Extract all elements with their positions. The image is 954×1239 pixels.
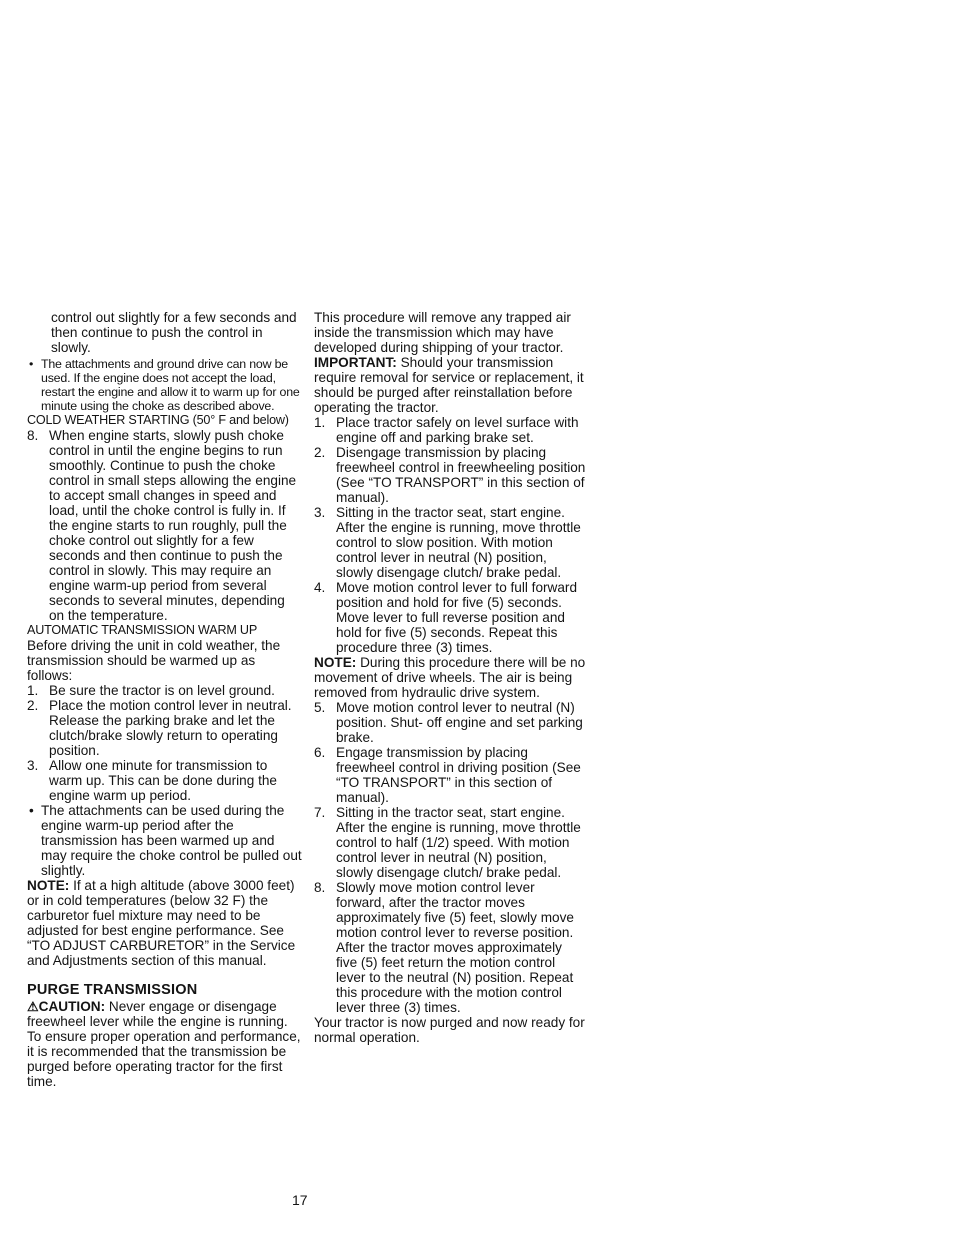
step-text: Allow one minute for transmission to warm up. This can be done during the engine warm up period.: [49, 758, 277, 803]
warm-up-bullet: [27, 803, 302, 878]
attachments-bullet-text: The attachments and ground drive can now be used. If the engine does not accept the load, restart the engine and allow it to warm up for one minute using the choke as described above.: [41, 357, 300, 413]
step-text: Place tractor safely on level surface with engine off and parking brake set.: [336, 415, 579, 445]
step-number: 1.: [314, 415, 326, 430]
step-text: Move motion control lever to neutral (N) position. Shut- off engine and set parking brake.: [336, 700, 583, 745]
step-number: 2.: [314, 445, 326, 460]
step-text: Sitting in the tractor seat, start engine. After the engine is running, move throttle control to slow position. With motion control lever in neutral (N) position, slowly disengage clutch/ brake pedal.: [336, 505, 581, 580]
bullet-icon: •: [29, 803, 34, 818]
important-label: IMPORTANT:: [314, 355, 397, 370]
caution-text: Never engage or disengage freewheel lever while the engine is running.: [27, 999, 288, 1029]
purge-step-7: [314, 805, 586, 880]
warm-step-3: [27, 758, 302, 803]
right-column: [314, 310, 586, 1045]
step-number: 2.: [27, 698, 39, 713]
step-number: 4.: [314, 580, 326, 595]
attachments-bullet: [27, 357, 302, 413]
choke-continuation-text: control out slightly for a few seconds and then continue to push the control in slowly.: [51, 310, 297, 355]
note-label: NOTE:: [314, 655, 357, 670]
warm-step-2: [27, 698, 302, 758]
step-number: 3.: [27, 758, 39, 773]
purge-step-6: [314, 745, 586, 805]
step-text: Be sure the tractor is on level ground.: [49, 683, 275, 698]
page-number: 17: [292, 1192, 308, 1208]
left-column: [27, 310, 302, 1089]
caution-paragraph: [27, 999, 302, 1029]
step-number: 1.: [27, 683, 39, 698]
step-text: Slowly move motion control lever forward, after the tractor moves approximately five (5) feet, slowly move motion control lever to reverse position. After the tractor moves approximately five (5) feet return the motion control lever to the neutral (N) position. Repeat this procedure with the motion control lever three (3) times.: [336, 880, 574, 1015]
purge-intro: To ensure proper operation and performance, it is recommended that the transmission be purged before operating tractor for the first time.: [27, 1029, 301, 1089]
step-number: 8.: [314, 880, 326, 895]
important-text: Should your transmission require removal for service or replacement, it should be purged after reinstallation before operating the tractor.: [314, 355, 584, 415]
caution-label: CAUTION:: [38, 999, 106, 1014]
purge-procedure-intro: This procedure will remove any trapped air inside the transmission which may have developed during shipping of your tractor.: [314, 310, 571, 355]
bullet-icon: •: [29, 357, 34, 371]
step-text: When engine starts, slowly push choke control in until the engine begins to run smoothly. Continue to push the choke control in small steps allowing the engine to accept small changes in speed and load, until the choke control is fully in. If the engine starts to run roughly, pull the choke control out slightly for a few seconds and then continue to push the control in slowly. This may require an engine warm-up period from several seconds to several minutes, depending on the temperature.: [49, 428, 297, 623]
warning-triangle-icon: ⚠: [27, 999, 39, 1014]
step-number: 3.: [314, 505, 326, 520]
warm-step-1: [27, 683, 302, 698]
step-number: 5.: [314, 700, 326, 715]
note-text: If at a high altitude (above 3000 feet) or in cold temperatures (below 32 F) the carburetor fuel mixture may need to be adjusted for best engine performance. See “TO ADJUST CARBURETOR” in the Service and Adjustments section of this manual.: [27, 878, 296, 968]
drive-wheels-note: [314, 655, 586, 700]
purge-step-3: [314, 505, 586, 580]
note-text: During this procedure there will be no movement of drive wheels. The air is being removed from hydraulic drive system.: [314, 655, 586, 700]
important-paragraph: [314, 355, 586, 415]
purge-step-5: [314, 700, 586, 745]
warm-up-bullet-text: The attachments can be used during the engine warm-up period after the transmission has been warmed up and may require the choke control be pulled out slightly.: [41, 803, 302, 878]
step-number: 8.: [27, 428, 39, 443]
note-label: NOTE:: [27, 878, 70, 893]
step-text: Engage transmission by placing freewheel control in driving position (See “TO TRANSPORT” in this section of manual).: [336, 745, 581, 805]
purge-step-8: [314, 880, 586, 1015]
cold-weather-heading: COLD WEATHER STARTING (50° F and below): [27, 413, 289, 427]
purge-step-1: [314, 415, 586, 445]
step-text: Place the motion control lever in neutral. Release the parking brake and let the clutch/brake slowly return to operating position.: [49, 698, 292, 758]
purge-step-2: [314, 445, 586, 505]
step-text: Sitting in the tractor seat, start engine. After the engine is running, move throttle control to half (1/2) speed. With motion control lever in neutral (N) position, slowly disengage clutch/ brake pedal.: [336, 805, 581, 880]
closing-text: Your tractor is now purged and now ready for normal operation.: [314, 1015, 585, 1045]
step-number: 7.: [314, 805, 326, 820]
step-number: 6.: [314, 745, 326, 760]
auto-transmission-heading: AUTOMATIC TRANSMISSION WARM UP: [27, 623, 258, 637]
altitude-note: [27, 878, 302, 968]
step-8-item: [27, 428, 302, 623]
step-text: Disengage transmission by placing freewheel control in freewheeling position (See “TO TRANSPORT” in this section of manual).: [336, 445, 586, 505]
purge-step-4: [314, 580, 586, 655]
purge-transmission-heading: PURGE TRANSMISSION: [27, 982, 198, 998]
step-text: Move motion control lever to full forward position and hold for five (5) seconds. Move lever to full reverse position and hold for five (5) seconds. Repeat this procedure three (3) times.: [336, 580, 578, 655]
auto-transmission-intro: Before driving the unit in cold weather, the transmission should be warmed up as follows:: [27, 638, 281, 683]
